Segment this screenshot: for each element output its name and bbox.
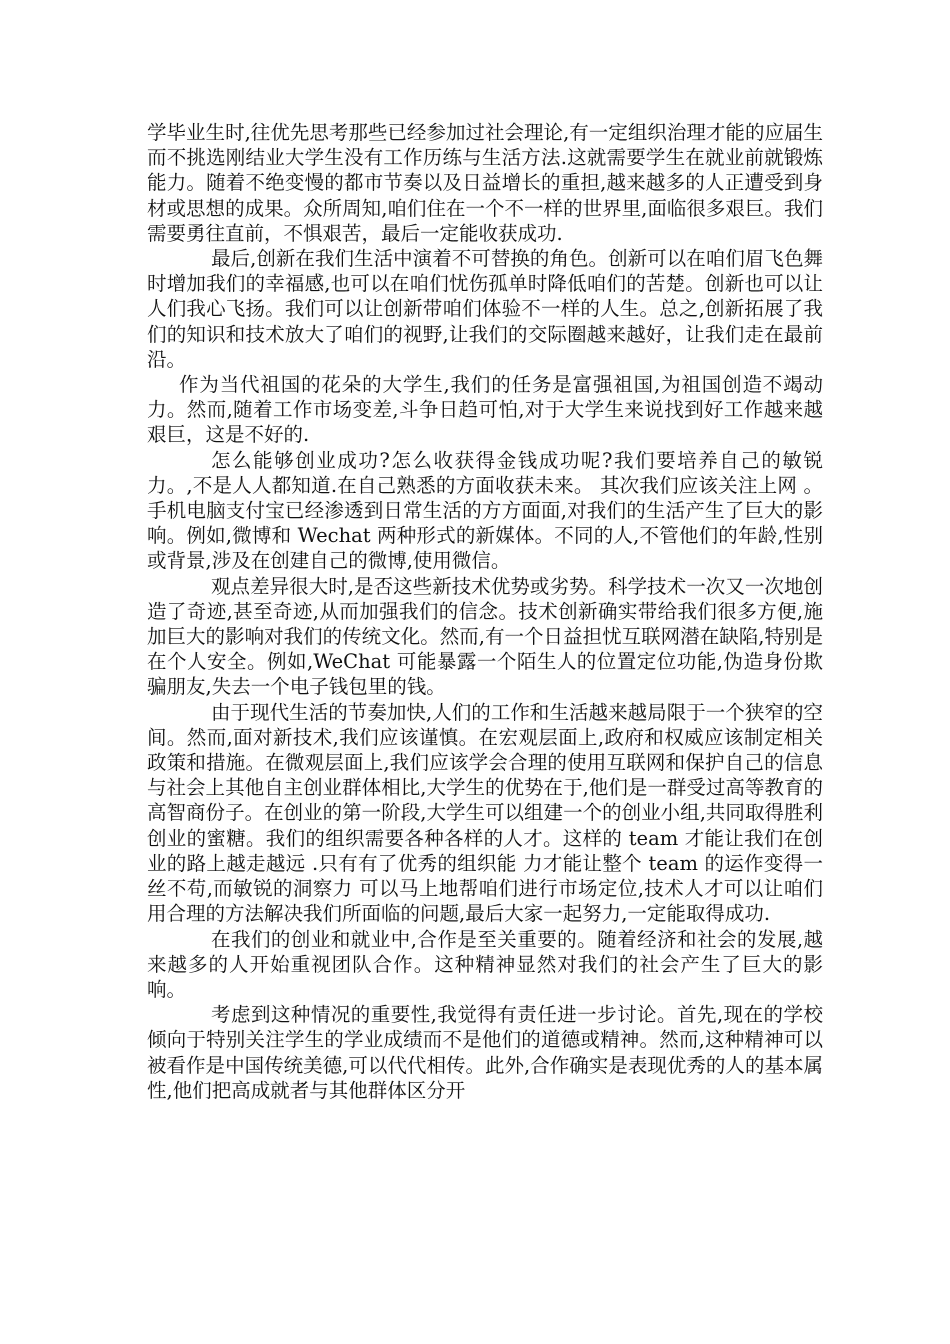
paragraph-graduates: 学毕业生时,往优先思考那些已经参加过社会理论,有一定组织治理才能的应届生而不挑选刚结业大学生没有工作历练与生活方法.这就需要学生在就业前就锻炼能力。随着不绝变慢的都市节奏以及日益增长的重担,越来越多的人正遭受到身材或思想的成果。众所周知,咱们住在一个不一样的世界里,面临很多艰巨。我们需要勇往直前，不惧艰苦，最后一定能收获成功. xyxy=(147,121,823,245)
paragraph-innovation: 最后,创新在我们生活中演着不可替换的角色。创新可以在咱们眉飞色舞时增加我们的幸福感,也可以在咱们忧伤孤单时降低咱们的苦楚。创新也可以让人们我心飞扬。我们可以让创新带咱们体验不一样的人生。总之,创新拓展了我们的知识和技术放大了咱们的视野,让我们的交际圈越来越好，让我们走在最前沿。 xyxy=(147,247,823,371)
paragraph-technology-views: 观点差异很大时,是否这些新技术优势或劣势。科学技术一次又一次地创造了奇迹,甚至奇迹,从而加强我们的信念。技术创新确实带给我们很多方便,施加巨大的影响对我们的传统文化。然而,有一个日益担忧互联网潜在缺陷,特别是在个人安全。例如,WeChat 可能暴露一个陌生人的位置定位功能,伪造身份欺骗朋友,失去一个电子钱包里的钱。 xyxy=(147,574,823,699)
paragraph-students-task: 作为当代祖国的花朵的大学生,我们的任务是富强祖国,为祖国创造不竭动力。然而,随着工作市场变差,斗争日趋可怕,对于大学生来说找到好工作越来越艰巨，这是不好的. xyxy=(147,373,823,447)
paragraph-startup-success: 怎么能够创业成功?怎么收获得金钱成功呢?我们要培养自己的敏锐力。,不是人人都知道.在自己熟悉的方面收获未来。 其次我们应该关注上网 。手机电脑支付宝已经渗透到日常生活的方方面面,对我们的生活产生了巨大的影响。例如,微博和 Wechat 两种形式的新媒体。不同的人,不管他们的年龄,性别或背景,涉及在创建自己的微博,使用微信。 xyxy=(147,448,823,573)
paragraph-importance: 考虑到这种情况的重要性,我觉得有责任进一步讨论。首先,现在的学校倾向于特别关注学生的学业成绩而不是他们的道德或精神。然而,这种精神可以被看作是中国传统美德,可以代代相传。此外,合作确实是表现优秀的人的基本属性,他们把高成就者与其他群体区分开 xyxy=(147,1003,823,1102)
paragraph-modern-life: 由于现代生活的节奏加快,人们的工作和生活越来越局限于一个狭窄的空间。然而,面对新技术,我们应该谨慎。在宏观层面上,政府和权威应该制定相关政策和措施。在微观层面上,我们应该学会合理的使用互联网和保护自己的信息与社会上其他自主创业群体相比,大学生的优势在于,他们是一群受过高等教育的高智商份子。在创业的第一阶段,大学生可以组建一个的创业小组,共同取得胜利创业的蜜糖。我们的组织需要各种各样的人才。这样的 team 才能让我们在创业的路上越走越远 .只有有了优秀的组织能 力才能让整个 team 的运作变得一丝不苟,而敏锐的洞察力 可以马上地帮咱们进行市场定位,技术人才可以让咱们用合理的方法解决我们所面临的问题,最后大家一起努力,一定能取得成功. xyxy=(147,700,823,926)
document-body xyxy=(147,120,823,1103)
paragraph-cooperation: 在我们的创业和就业中,合作是至关重要的。随着经济和社会的发展,越来越多的人开始重视团队合作。这种精神显然对我们的社会产生了巨大的影响。 xyxy=(147,927,823,1001)
